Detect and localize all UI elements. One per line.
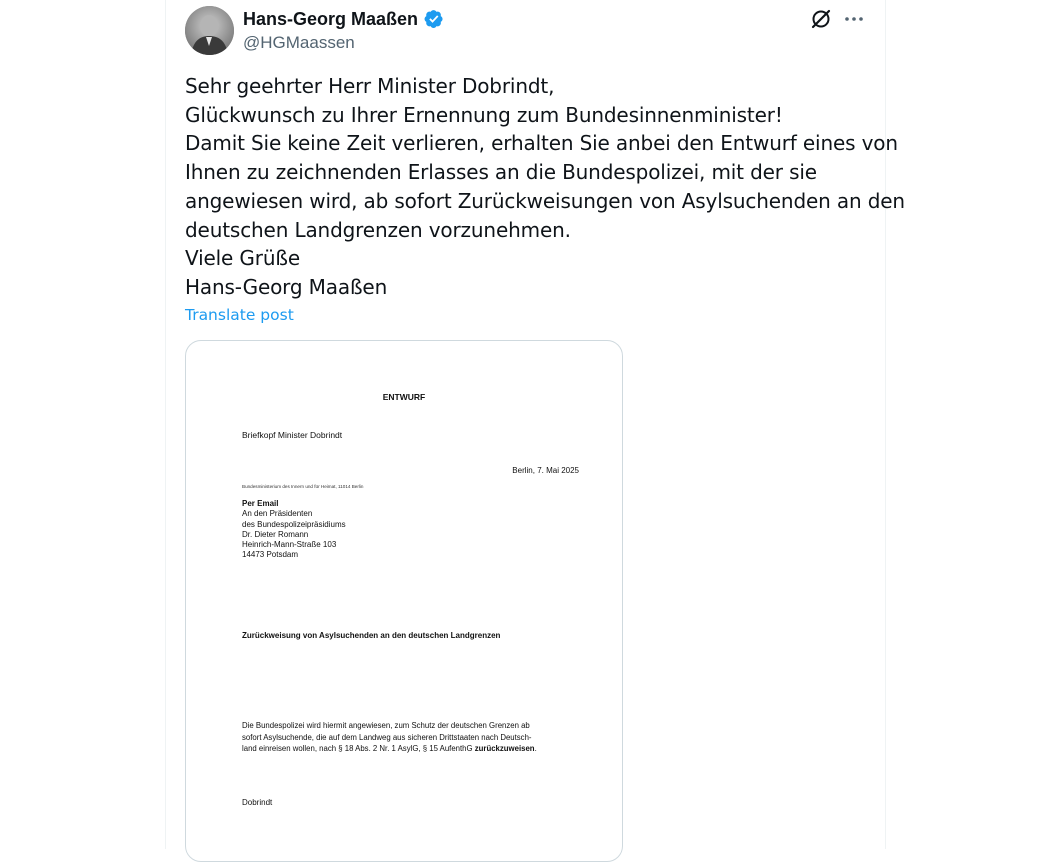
post-text — [185, 72, 905, 302]
author-avatar[interactable] — [185, 6, 234, 55]
grok-icon — [808, 6, 834, 32]
document-title: ENTWURF — [382, 392, 426, 402]
grok-button[interactable] — [808, 6, 834, 32]
document-sender-line: Bundesministerium des Innern und für Heimat, 11014 Berlin — [242, 484, 364, 489]
attached-document-image[interactable] — [185, 340, 623, 862]
verified-badge-icon — [424, 9, 444, 29]
body-line: Die Bundespolizei wird hiermit angewiesen, zum Schutz der deutschen Grenzen ab — [242, 721, 530, 730]
address-line: des Bundespolizeipräsidiums — [242, 519, 346, 529]
post-line: Damit Sie keine Zeit verlieren, erhalten Sie anbei den Entwurf eines von — [185, 131, 898, 156]
author-name[interactable]: Hans-Georg Maaßen — [243, 9, 419, 29]
post-line: Hans-Georg Maaßen — [185, 274, 388, 299]
body-line: land einreisen wollen, nach § 18 Abs. 2 Nr. 1 AsylG, § 15 AufenthG — [242, 744, 475, 754]
post-line: deutschen Landgrenzen vorzunehmen. — [185, 217, 571, 242]
document-body — [242, 720, 582, 755]
more-options-button[interactable] — [841, 6, 867, 32]
translate-post-link[interactable]: Translate post — [185, 306, 294, 324]
avatar-photo — [185, 6, 234, 55]
address-mode: Per Email — [242, 499, 279, 508]
author-handle[interactable]: @HGMaassen — [243, 33, 355, 52]
document-address-block — [242, 499, 346, 561]
post-line: Viele Grüße — [185, 246, 300, 271]
body-line-last — [242, 743, 582, 755]
document-letterhead: Briefkopf Minister Dobrindt — [242, 430, 343, 440]
body-line: sofort Asylsuchende, die auf dem Landweg aus sicheren Drittstaaten nach Deutsch- — [242, 732, 532, 742]
document-page — [186, 341, 622, 861]
author-name-row[interactable] — [243, 7, 444, 31]
address-line: Dr. Dieter Romann — [242, 529, 309, 539]
address-line: An den Präsidenten — [242, 509, 313, 519]
address-line: 14473 Potsdam — [242, 550, 299, 560]
post-line: angewiesen wird, ab sofort Zurückweisungen von Asylsuchenden an den — [185, 188, 905, 213]
document-subject: Zurückweisung von Asylsuchenden an den deutschen Landgrenzen — [242, 631, 501, 640]
post-line: Ihnen zu zeichnenden Erlasses an die Bundespolizei, mit der sie — [185, 160, 817, 185]
address-line: Heinrich-Mann-Straße 103 — [242, 540, 337, 550]
post-line: Glückwunsch zu Ihrer Ernennung zum Bundesinnenminister! — [185, 102, 783, 127]
document-date: Berlin, 7. Mai 2025 — [512, 466, 579, 475]
more-icon — [841, 6, 867, 32]
document-signature: Dobrindt — [242, 798, 273, 807]
post-line: Sehr geehrter Herr Minister Dobrindt, — [185, 74, 555, 98]
body-end: . — [534, 744, 537, 754]
body-emphasis: zurückzuweisen — [474, 744, 535, 754]
